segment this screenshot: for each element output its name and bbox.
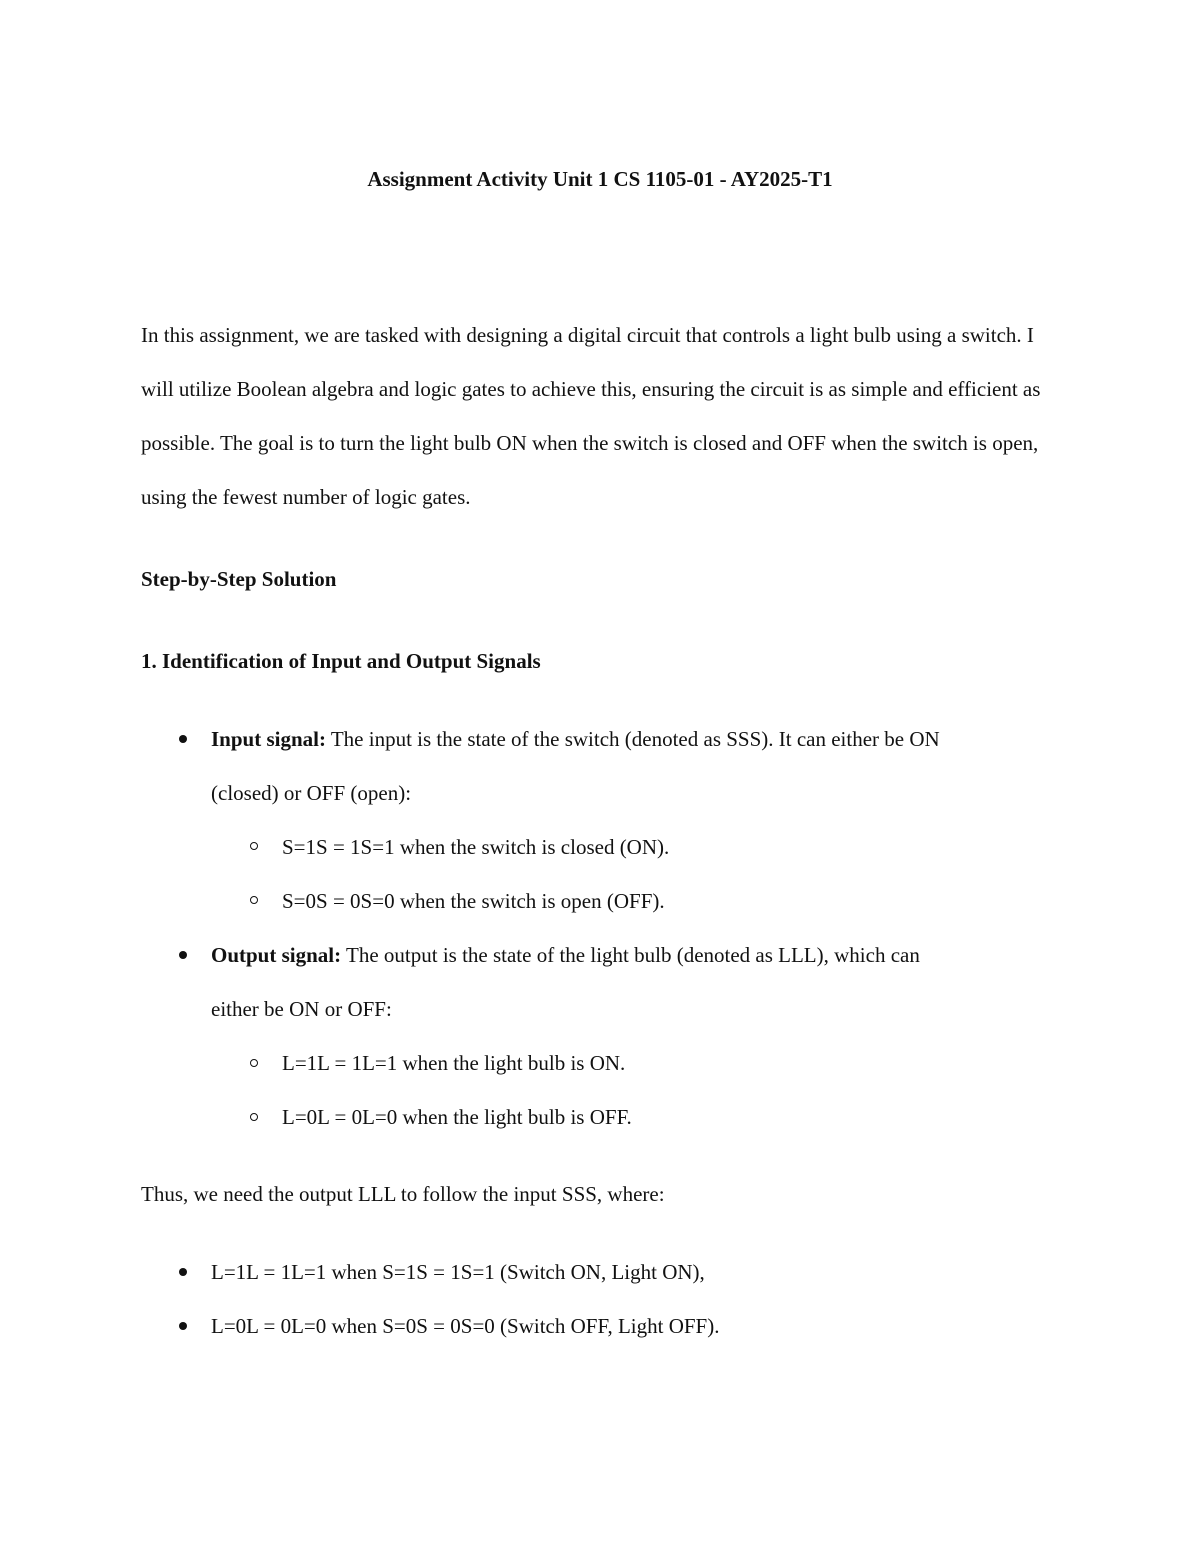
input-signal-line1 (211, 726, 940, 752)
output-signal-line1 (211, 942, 920, 968)
conclusion-text: Thus, we need the output LLL to follow the input SSS, where: (141, 1182, 665, 1206)
conclusion-bullet-item: L=1L = 1L=1 when S=1S = 1S=1 (Switch ON, Light ON), (211, 1260, 705, 1284)
input-sub-item: S=1S = 1S=1 when the switch is closed (ON). (282, 835, 670, 859)
input-signal-text: The input is the state of the switch (denoted as SSS). It can either be ON (325, 727, 940, 751)
input-signal-label: Input signal: (211, 727, 326, 751)
output-signal-line2: either be ON or OFF: (211, 997, 392, 1021)
circle-bullet-icon (250, 1113, 258, 1121)
output-signal-text: The output is the state of the light bulb (denoted as LLL), which can (341, 943, 920, 967)
document-title: Assignment Activity Unit 1 CS 1105-01 - AY2025-T1 (367, 167, 833, 191)
intro-paragraph: In this assignment, we are tasked with designing a digital circuit that controls a light bulb using a switch. I will utilize Boolean algebra and logic gates to achieve this, ensuring the circuit is as simple and efficient as possible. The goal is to turn the light bulb ON when the switch is closed and OFF when the switch is open, using the fewest number of logic gates. (141, 323, 1041, 509)
input-sub-item: S=0S = 0S=0 when the switch is open (OFF). (282, 889, 665, 913)
output-sub-item: L=0L = 0L=0 when the light bulb is OFF. (282, 1105, 632, 1129)
circle-bullet-icon (250, 842, 258, 850)
output-signal-label: Output signal: (211, 943, 342, 967)
circle-bullet-icon (250, 1059, 258, 1067)
conclusion-bullet-item: L=0L = 0L=0 when S=0S = 0S=0 (Switch OFF, Light OFF). (211, 1314, 720, 1338)
subsection-heading: 1. Identification of Input and Output Signals (141, 649, 541, 673)
input-signal-line2: (closed) or OFF (open): (211, 781, 412, 805)
section-heading: Step-by-Step Solution (141, 567, 337, 591)
bullet-icon (179, 1268, 187, 1276)
circle-bullet-icon (250, 896, 258, 904)
bullet-icon (179, 1322, 187, 1330)
output-sub-item: L=1L = 1L=1 when the light bulb is ON. (282, 1051, 626, 1075)
bullet-icon (179, 735, 187, 743)
bullet-icon (179, 951, 187, 959)
